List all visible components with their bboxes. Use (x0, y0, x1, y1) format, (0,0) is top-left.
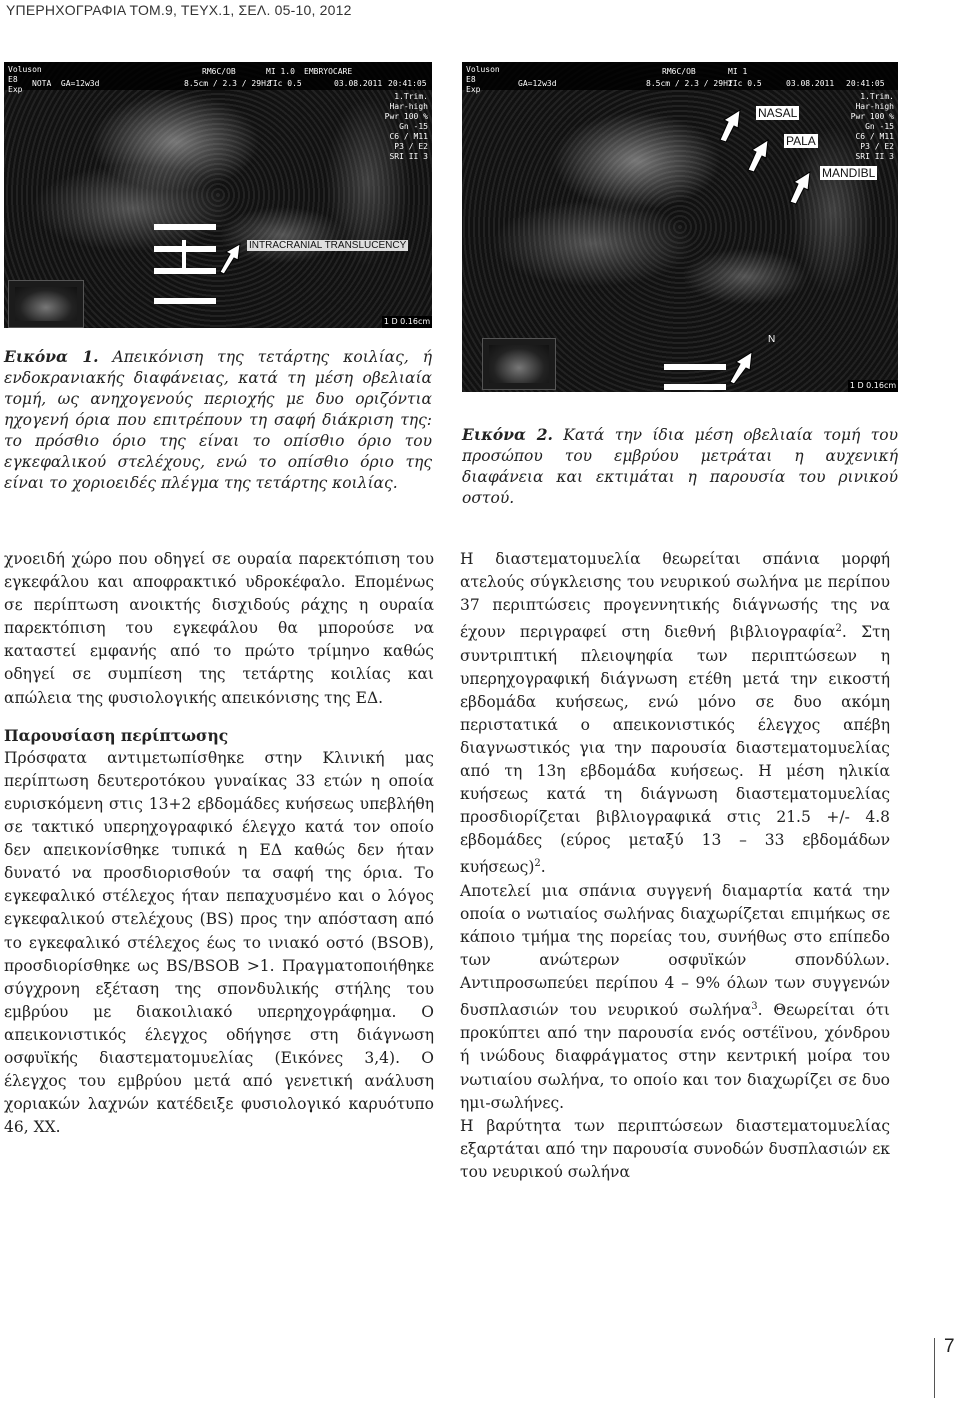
mandibl-label: MANDIBL (822, 166, 876, 180)
settings-panel: 1.Trim. Har-high Pwr 100 % Gn -15 C6 / M11 P3 / E2 SRI II 3 (850, 92, 894, 161)
n-label: N (768, 334, 776, 345)
measure-bar-1 (154, 224, 216, 230)
journal-header: ΥΠΕΡΗΧΟΓΡΑΦΙΑ ΤΟΜ.9, ΤΕΥΧ.1, ΣΕΛ. 05-10, 2012 (6, 2, 352, 18)
figure-1-ultrasound (4, 62, 432, 328)
patient-label: NOTA GA=12w3d (32, 79, 100, 88)
figure-2-label: Εικόνα 2. (462, 425, 553, 444)
mandibl-arrow-icon (788, 166, 828, 206)
depth-label: 8.5cm / 2.3 / 29Hz (646, 79, 733, 88)
reference-3[interactable]: 3 (751, 1001, 758, 1013)
section-title: Παρουσίαση περίπτωσης (4, 725, 229, 745)
figure-2-caption (462, 424, 898, 509)
figure-2-caption-text: Κατά την ίδια μέση οβελιαία τομή του προσώπου του εμβρύου μετράται η αυχενική διαφάνεια και εκτιμάται η παρουσία του ρινικού οστού. (462, 426, 899, 507)
settings-panel: 1.Trim. Har-high Pwr 100 % Gn -15 C6 / M11 P3 / E2 SRI II 3 (384, 92, 428, 161)
measure-bar-4 (154, 298, 216, 304)
tic-label: TIc 0.5 (268, 79, 302, 88)
time-label: 20:41:05 (388, 79, 427, 88)
mi-label: MI 1.0 (266, 67, 295, 76)
reference-2[interactable]: 2 (534, 858, 541, 870)
brand-label: Voluson E8 Exp (8, 65, 42, 94)
tic-label: TIc 0.5 (728, 79, 762, 88)
pala-label: PALA (786, 134, 816, 148)
page-number-divider (934, 1338, 935, 1398)
figure-1-caption-text: Απεικόνιση της τετάρτης κοιλίας, ή ενδοκρανιακής διαφάνειας, κατά τη μέση οβελιαία τομή, ως ανηχογενούς περιοχής με δυο οριζόντια ηχογενή όρια που επιτρέπουν τη σαφή διάκριση της: το πρόσθιο όριο της είναι το οπίσθιο όριο του εγκεφαλικού στελέχους, ενώ το οπίσθιο όριο της είναι το χοριοειδές πλέγμα της τετάρτης κοιλίας. (4, 348, 432, 492)
pala-arrow-icon (746, 134, 786, 174)
left-paragraph-1: χνοειδή χώρο που οδηγεί σε ουραία παρεκτόπιση του εγκεφάλου και αποφρακτικό υδροκέφαλο. Επομένως σε περίπτωση ανοικτής δισχιδούς ράχης η ουραία παρεκτόπιση του εγκεφάλου θα μπορούσε να καταστεί εμφανής από το πρώτο τρίμηνο καθώς οδηγεί σε συμπίεση της τετάρτης κοιλίας και απώλεια της φυσιολογικής απεικόνισης της ΕΔ. (4, 550, 434, 707)
reference-2[interactable]: 2 (835, 623, 842, 635)
right-paragraph-2: Αποτελεί μια σπάνια συγγενή διαμαρτία κατά την οποία ο νωτιαίος σωλήνας διαχωρίζεται επιμήκως σε κάποιο τμήμα της πορείας του, συνήθως στο επίπεδο των ανώτερων οσφυϊκών σπονδύλων. Αντιπροσωπεύει περίπου 4 – 9% όλων των συγγενών δυσπλασιών του νευρικού σωλήνα$^3$. Θεωρείται ότι προκύπτει από την παρουσία ενός οστέϊνου, χόνδρου ή ινώδους διαφράγματος στην κεντρική μοίρα του νωτιαίου σωλήνα, το οποίο και τον διαχωρίζει σε δυο ημι-σωλήνες. (460, 881, 890, 1112)
caliper-mark (182, 240, 186, 272)
nt-measure-bar-1 (664, 364, 726, 370)
patient-label: GA=12w3d (518, 79, 557, 88)
time-label: 20:41:05 (846, 79, 885, 88)
probe-label: RM6C/OB (662, 67, 696, 76)
figure-1-caption (4, 346, 432, 494)
date-label: 03.08.2011 (334, 79, 383, 88)
brand-label: Voluson E8 Exp (466, 65, 500, 94)
scale-label: 1 D 0.16cm (383, 317, 431, 326)
right-paragraph-3: Η βαρύτητα των περιπτώσεων διαστεματομυελίας εξαρτάται από την παρουσία συνοδών δυσπλασιών εκ του νευρικού σωλήνα (460, 1116, 890, 1181)
nasal-label: NASAL (758, 106, 798, 120)
right-column (460, 548, 890, 1184)
date-label: 03.08.2011 (786, 79, 835, 88)
left-column (4, 548, 434, 1139)
figure-1-label: Εικόνα 1. (4, 347, 99, 366)
intracranial-translucency-label: INTRACRANIAL TRANSLUCENCY (249, 240, 407, 251)
mi-label: MI 1 (728, 67, 748, 76)
left-paragraph-2: Πρόσφατα αντιμετωπίσθηκε στην Κλινική μας περίπτωση δευτεροτόκου γυναίκας 33 ετών η οποία ευρισκόμενη στις 13+2 εβδομάδες κυήσεως υπεβλήθη σε τακτικό υπερηχογραφικό έλεγχο κατά τον οποίο δεν απεικονίσθηκε τυπικά η ΕΔ καθώς δεν ήταν δυνατό να προσδιορισθούν τα σαφή της όρια. Το εγκεφαλικό στέλεχος ήταν πεπαχυσμένο και ο λόγος εγκεφαλικού στελέχους (BS) προς την απόσταση από το εγκεφαλικό στέλεχος έως το ινιακό οστό (BSOB), προσδιορίσθηκε ως BS/BSOB >1. Πραγματοποιήθηκε σύγχρονη εξέταση της σπονδυλικής στήλης του εμβρύου με διακοιλιακό υπερηχογράφημα. Ο απεικονιστικός έλεγχος οδήγησε στη διάγνωση οσφυϊκής διαστεματομυελίας (Εικόνες 3,4). Ο έλεγχος του εμβρύου μετά από γενετική ανάλυση χοριακών λαχνών κατέδειξε φυσιολογικό καρυότυπο 46, XX. (4, 748, 434, 1137)
probe-label: RM6C/OB (202, 67, 236, 76)
right-paragraph-1: Η διαστεματομυελία θεωρείται σπάνια μορφή ατελούς σύγκλεισης του νευρικού σωλήνα με περίπου 37 περιπτώσεις προγεννητικής διάγνωσής της να έχουν περιγραφεί στη διεθνή βιβλιογραφία$^2$. Στη συντριπτική πλειοψηφία των περιπτώσεων η υπερηχογραφική διάγνωση ετέθη μετά την εικοστή εβδομάδα κυήσεως, ενώ μόνο σε δυο ακόμη περιστατικά ο απεικονιστικός έλεγχος απέβη διαγνωστικός για την παρουσία διαστεματομυελίας από τη 13η εβδομάδα κυήσεως. Η μέση ηλικία κυήσεως κατά τη διάγνωση διαστεματομυελίας προσδιορίζεται βιβλιογραφικά στις 21.5 +/- 4.8 εβδομάδες (εύρος μεταξύ 13 – 33 εβδομάδων κυήσεως)$^2$. (460, 550, 890, 877)
nt-arrow-icon (728, 344, 772, 384)
preset-label: EMBRYOCARE (304, 67, 353, 76)
figure-2-ultrasound (462, 62, 898, 392)
depth-label: 8.5cm / 2.3 / 29Hz (184, 79, 271, 88)
nt-measure-bar-2 (664, 384, 726, 390)
reference-thumbnail (8, 280, 84, 328)
reference-thumbnail (482, 338, 556, 390)
scale-label: 1 D 0.16cm (849, 381, 897, 390)
page-number: 7 (944, 1336, 955, 1357)
